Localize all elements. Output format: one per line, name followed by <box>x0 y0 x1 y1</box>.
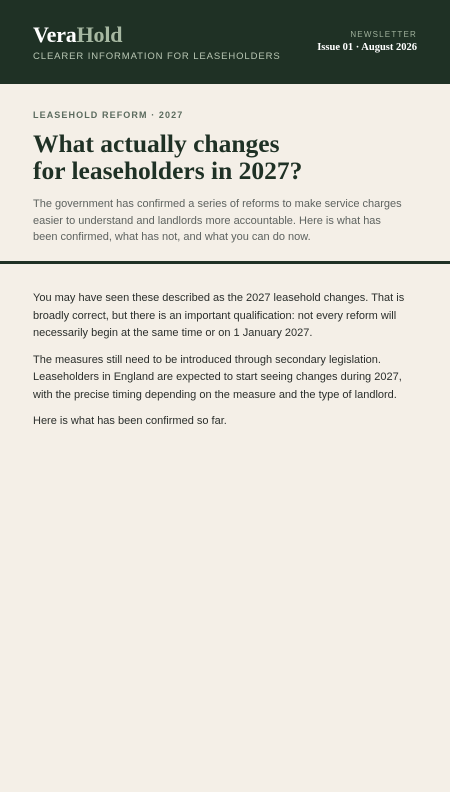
brand-block <box>33 22 281 62</box>
brand-name-part2: Hold <box>76 22 123 47</box>
body-paragraph-2: The measures still need to be introduced through secondary legislation. Leaseholders in England are expected to start seeing changes during 2027, with the precise timing depending on the measure and the type of landlord. <box>33 353 402 401</box>
article-title <box>33 130 417 184</box>
body-paragraph-3: Here is what has been confirmed so far. <box>33 415 227 427</box>
article-title-line1: What actually changes <box>33 129 280 158</box>
newsletter-header <box>0 0 450 84</box>
brand-logo[interactable] <box>33 22 281 48</box>
issue-info <box>317 30 417 53</box>
article-body <box>0 264 450 431</box>
section-eyebrow: LEASEHOLD REFORM · 2027 <box>33 110 184 120</box>
brand-name-part1: Vera <box>33 22 77 47</box>
body-paragraph-1: You may have seen these described as the 2027 leasehold changes. That is broadly correct, but there is an important qualification: not every reform will necessarily begin at the same time or on 1 January 2027. <box>33 292 405 339</box>
issue-kicker: NEWSLETTER <box>350 30 417 39</box>
article-lead: The government has confirmed a series of reforms to make service charges easier to understand and landlords more accountable. Here is what has been confirmed, what has not, and what you can do now. <box>33 198 402 243</box>
hero-section <box>0 84 450 264</box>
brand-tagline: CLEARER INFORMATION FOR LEASEHOLDERS <box>33 51 281 62</box>
issue-label: Issue 01 · August 2026 <box>317 42 417 53</box>
article-title-line2: for leaseholders in 2027? <box>33 156 303 185</box>
